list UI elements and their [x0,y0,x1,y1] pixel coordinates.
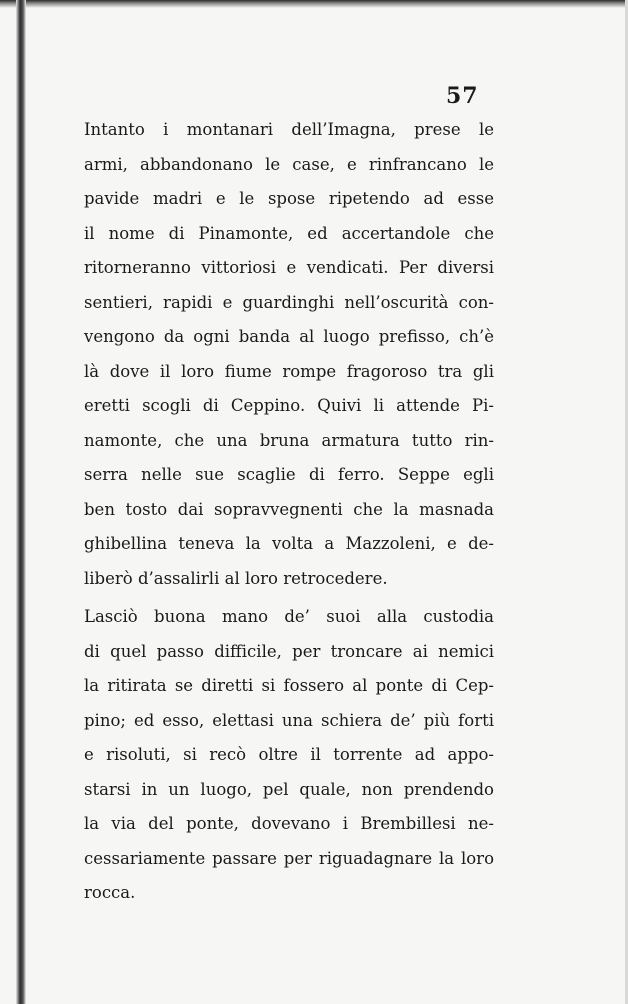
text-line: Intanto i montanari dell’Imagna, prese le [84,120,494,139]
text-line: là dove il loro fiume rompe fragoroso tra gli [84,361,494,381]
page-number: 57 [446,83,479,109]
text-line: Lasciò buona mano de’ suoi alla custodia [84,607,494,626]
text-line: la via del ponte, dovevano i Brembillesi ne- [84,814,494,833]
paragraph-1 [84,113,494,596]
text-line: sentieri, rapidi e guardinghi nell’oscurità con- [84,292,494,312]
text-line: rocca. [84,883,136,902]
text-line: ghibellina teneva la volta a Mazzoleni, e de- [84,534,494,553]
text-line: ritorneranno vittoriosi e vendicati. Per diversi [84,258,494,277]
text-line: namonte, che una bruna armatura tutto rin- [84,430,494,450]
text-line: vengono da ogni banda al luogo prefisso, ch’è [84,327,494,346]
text-line: pino; ed esso, elettasi una schiera de’ più forti [84,710,494,730]
text-line: eretti scogli di Ceppino. Quivi li attende Pi- [84,396,494,415]
text-line: cessariamente passare per riguadagnare la loro [84,848,494,868]
body-text [84,113,494,911]
text-line: e risoluti, si recò oltre il torrente ad appo- [84,745,494,764]
text-line: starsi in un luogo, pel quale, non prendendo [84,779,494,799]
text-line: liberò d’assalirli al loro retrocedere. [84,568,388,588]
binding-gutter [16,0,26,1004]
text-line: serra nelle sue scaglie di ferro. Seppe egli [84,465,494,484]
text-line: ben tosto dai sopravvegnenti che la masnada [84,499,494,519]
paragraph-2 [84,600,494,911]
page-top-edge [0,0,628,8]
text-line: pavide madri e le spose ripetendo ad esse [84,189,494,208]
text-line: il nome di Pinamonte, ed accertandole che [84,223,494,243]
text-line: di quel passo difficile, per troncare ai nemici [84,641,494,661]
text-line: armi, abbandonano le case, e rinfrancano le [84,154,494,174]
text-line: la ritirata se diretti si fossero al ponte di Cep- [84,676,494,695]
